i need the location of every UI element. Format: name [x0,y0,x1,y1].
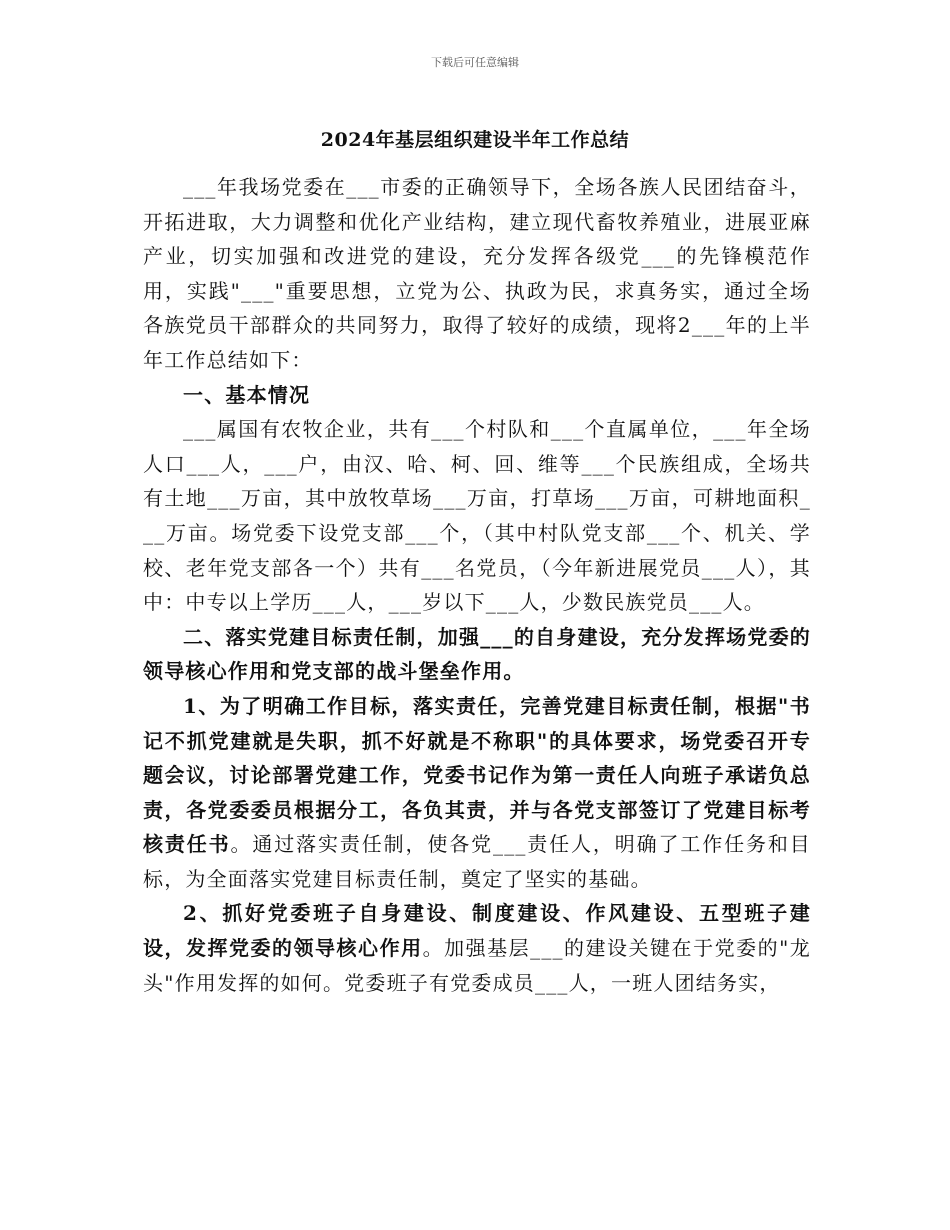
basic-situation-paragraph: ___属国有农牧企业，共有___个村队和___个直属单位，___年全场人口___人，___户，由汉、哈、柯、回、维等___个民族组成，全场共有土地___万亩，其中放牧草场___万亩，打草场___万亩，可耕地面积___万亩。场党委下设党支部___个，（其中村队党支部___个、机关、学校、老年党支部各一个）共有___名党员，（今年新进展党员___人），其中：中专以上学历___人，___岁以下___人，少数民族党员___人。 [143,417,811,615]
item-1-bold-lead: 1、为了明确工作目标，落实责任，完善党建目标责任制，根据"书记不抓党建就是失职，抓不好就是不称职"的具体要求，场党委召开专题会议，讨论部署党建工作，党委书记作为第一责任人向班子承诺负总责，各党委委员根据分工，各负其责，并与各党支部签订了党建目标考核责任书 [143,693,811,857]
item-1-paragraph [143,689,811,897]
section-heading-responsibility: 二、落实党建目标责任制，加强___的自身建设，充分发挥场党委的领导核心作用和党支部的战斗堡垒作用。 [143,624,811,684]
item-1-text: 。通过落实责任制，使各党___责任人，明确了工作任务和目标，为全面落实党建目标责任制，奠定了坚实的基础。 [143,832,811,891]
item-2-bold-lead: 2、抓好党委班子自身建设、制度建设、作风建设、五型班子建设，发挥党委的领导核心作用 [143,901,811,961]
document-title: 2024年基层组织建设半年工作总结 [320,129,630,151]
header-note: 下载后可任意编辑 [431,56,519,69]
section-heading-basic-situation: 一、基本情况 [183,382,311,407]
item-2-text: 。加强基层___的建设关键在于党委的"龙头"作用发挥的如何。党委班子有党委成员___人，一班人团结务实， [143,936,811,995]
item-2-paragraph [143,896,811,1000]
document-body [143,170,811,1000]
intro-paragraph: ___年我场党委在___市委的正确领导下，全场各族人民团结奋斗，开拓进取，大力调整和优化产业结构，建立现代畜牧养殖业，进展亚麻产业，切实加强和改进党的建设，充分发挥各级党___的先锋模范作用，实践"___"重要思想，立党为公、执政为民，求真务实，通过全场各族党员干部群众的共同努力，取得了较好的成绩，现将2___年的上半年工作总结如下： [143,175,811,372]
